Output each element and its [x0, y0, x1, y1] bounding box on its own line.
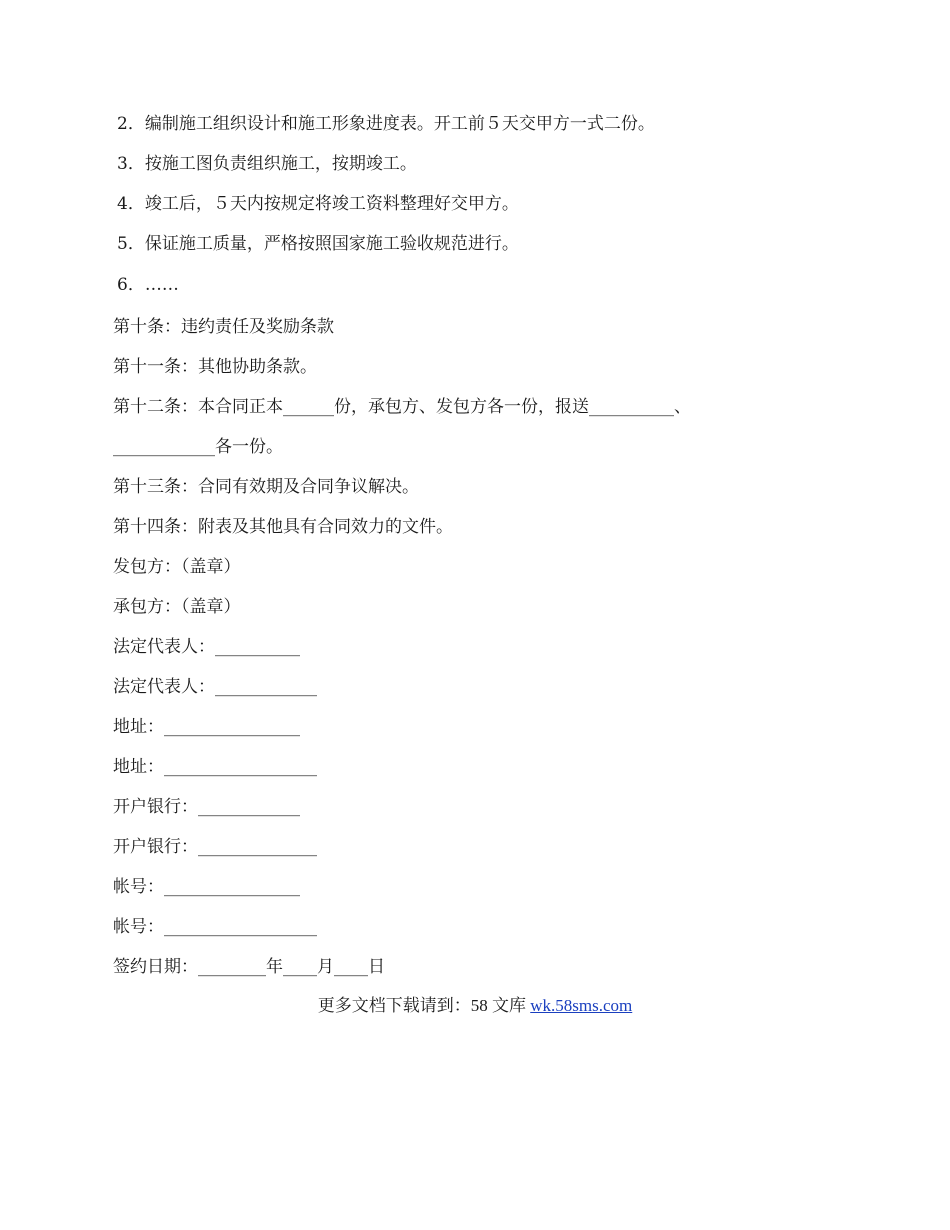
list-item: 5．保证施工质量，严格按照国家施工验收规范进行。 [117, 234, 519, 254]
clause-13: 第十三条：合同有效期及合同争议解决。 [113, 477, 419, 497]
clause-11: 第十一条：其他协助条款。 [113, 357, 317, 377]
footer-text: 更多文档下载请到：58 文库 [317, 996, 531, 1015]
contractor-seal-label: 承包方：（盖章） [113, 597, 241, 617]
account-field: 帐号：________________ [113, 877, 300, 897]
address-field: 地址：________________ [113, 717, 300, 737]
account-field: 帐号：__________________ [113, 917, 317, 937]
clause-14: 第十四条：附表及其他具有合同效力的文件。 [113, 517, 453, 537]
clause-12-line-2: ____________各一份。 [113, 437, 283, 457]
list-item: 6．…… [117, 275, 179, 295]
footer-link[interactable]: wk.58sms.com [530, 996, 633, 1015]
legal-representative-field: 法定代表人：____________ [113, 677, 317, 697]
list-item: 4．竣工后，５天内按规定将竣工资料整理好交甲方。 [117, 194, 519, 214]
bank-field: 开户银行：______________ [113, 837, 317, 857]
address-field: 地址：__________________ [113, 757, 317, 777]
footer-note [0, 994, 950, 1018]
clause-10: 第十条：违约责任及奖励条款 [113, 317, 334, 337]
list-item: 3．按施工图负责组织施工，按期竣工。 [117, 154, 417, 174]
clause-12-line-1: 第十二条：本合同正本______份，承包方、发包方各一份，报送__________、 [113, 397, 691, 417]
list-item: 2．编制施工组织设计和施工形象进度表。开工前５天交甲方一式二份。 [117, 114, 655, 134]
bank-field: 开户银行：____________ [113, 797, 300, 817]
legal-representative-field: 法定代表人：__________ [113, 637, 300, 657]
employer-seal-label: 发包方：（盖章） [113, 557, 241, 577]
signing-date-field: 签约日期：________年____月____日 [113, 957, 385, 977]
